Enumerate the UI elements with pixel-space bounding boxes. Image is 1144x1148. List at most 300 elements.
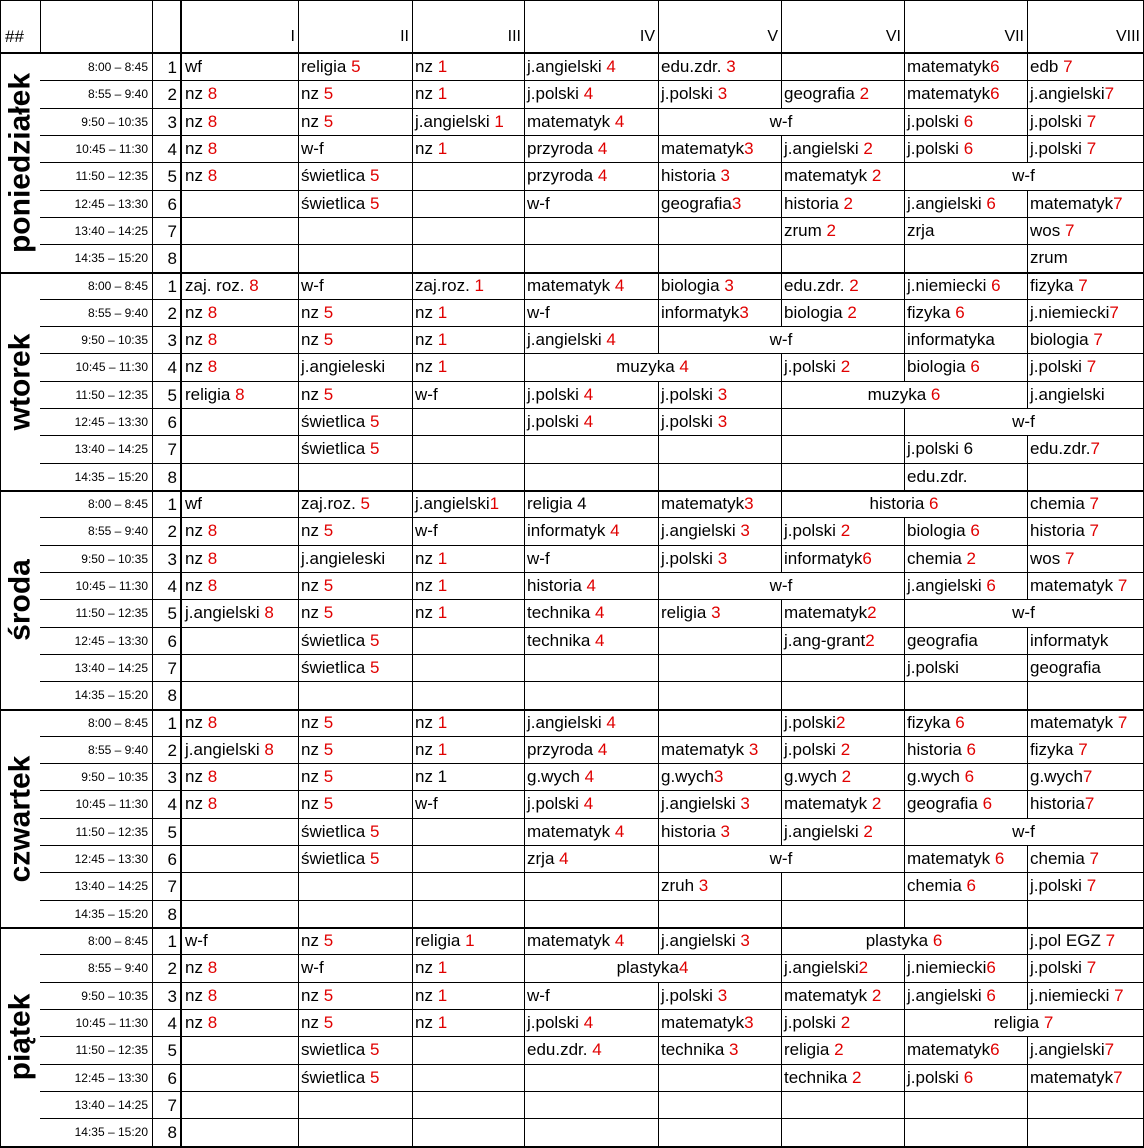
lesson-cell (524, 191, 658, 218)
subject-text: nz (301, 985, 324, 1005)
room-number: 7 (1117, 575, 1128, 595)
time-slot: 12:45 – 13:30 (74, 633, 148, 648)
lesson-cell (412, 354, 524, 381)
lesson-cell (904, 81, 1027, 108)
lesson-cell (182, 1037, 298, 1064)
lesson-cell (904, 764, 1027, 791)
subject-text: w-f (301, 958, 324, 978)
room-number: 5 (323, 111, 334, 131)
lesson-number: 3 (167, 112, 177, 132)
lesson-cell (182, 300, 298, 327)
subject-text: j.polski (661, 412, 718, 431)
lesson-cell (298, 955, 412, 982)
subject-text: nz (415, 357, 438, 377)
room-number: 1 (489, 494, 500, 513)
room-number: 3 (744, 494, 754, 513)
subject-text: g.wych (907, 767, 965, 787)
subject-text: j.angielski (527, 712, 607, 732)
lesson-cell (412, 491, 524, 518)
room-number: 5 (323, 84, 334, 104)
time-slot: 13:40 – 14:25 (74, 1097, 148, 1112)
subject-text: nz (185, 330, 208, 350)
room-number: 7 (1086, 138, 1097, 158)
subject-text: zaj.roz. (301, 494, 361, 513)
room-number: 5 (323, 575, 334, 595)
lesson-cell (298, 136, 412, 163)
lesson-cell (904, 1010, 1143, 1037)
lesson-number: 2 (167, 740, 177, 760)
subject-text: edb (1030, 57, 1064, 76)
lesson-cell (658, 1119, 781, 1146)
lesson-number: 1 (167, 932, 177, 951)
subject-text: j.polski (1030, 357, 1087, 377)
room-number: 1 (474, 275, 484, 295)
lesson-cell (658, 436, 781, 463)
lesson-cell (182, 846, 298, 873)
room-number: 5 (323, 767, 334, 787)
lesson-cell (904, 955, 1027, 982)
subject-text: matematyk (527, 931, 615, 950)
lesson-cell (1027, 791, 1143, 818)
subject-text: religia (301, 57, 352, 76)
lesson-number: 4 (167, 1013, 177, 1033)
room-number: 5 (369, 193, 380, 213)
lesson-cell (1027, 737, 1143, 764)
subject-text: w-f (415, 384, 438, 404)
subject-text: edu.zdr. (784, 275, 850, 295)
lesson-cell (1027, 1037, 1143, 1064)
subject-text: w-f (769, 849, 793, 868)
subject-text: nz (301, 1012, 324, 1032)
lesson-cell (182, 273, 298, 300)
lesson-cell (412, 628, 524, 655)
lesson-cell (1027, 300, 1143, 327)
lesson-cell (524, 764, 658, 791)
lesson-cell (1027, 245, 1143, 272)
grid-line (904, 0, 905, 52)
subject-text: matematyk (661, 1012, 745, 1032)
subject-text: w-f (1012, 603, 1035, 623)
lesson-cell (658, 628, 781, 655)
time-slot: 10:45 – 11:30 (75, 797, 148, 812)
subject-text: geografia (784, 84, 860, 104)
room-number: 4 (595, 603, 605, 623)
lesson-cell (412, 546, 524, 573)
subject-text: j.polski (527, 794, 584, 814)
lesson-cell (904, 846, 1027, 873)
room-number: 8 (207, 767, 218, 787)
subject-text: nz (301, 575, 324, 595)
lesson-cell (904, 901, 1027, 928)
class-header: IV (639, 28, 655, 45)
room-number: 7 (1114, 985, 1124, 1005)
subject-text: j.polski (527, 84, 584, 104)
subject-text: nz (415, 330, 438, 350)
day-label: środa (3, 559, 36, 642)
lesson-cell (182, 737, 298, 764)
room-number: 6 (929, 494, 939, 513)
subject-text: w-f (527, 193, 550, 213)
lesson-cell (524, 846, 658, 873)
room-number: 2 (966, 548, 976, 568)
lesson-cell (904, 1119, 1027, 1146)
lesson-cell (1027, 491, 1143, 518)
subject-text: wf (185, 57, 202, 76)
lesson-cell (298, 81, 412, 108)
subject-text: informatyka (907, 330, 995, 350)
subject-text: matematyk (527, 111, 615, 131)
lesson-cell (781, 245, 904, 272)
room-number: 3 (717, 985, 728, 1005)
room-number: 8 (207, 575, 218, 595)
subject-text: historia (1030, 521, 1090, 541)
lesson-cell (524, 1119, 658, 1146)
corner-label: ## (5, 27, 24, 46)
room-number: 5 (369, 657, 380, 677)
lesson-cell (1027, 191, 1143, 218)
room-number: 3 (720, 166, 730, 186)
subject-text: matematyk (1030, 1067, 1114, 1087)
lesson-cell (182, 1010, 298, 1037)
time-slot: 10:45 – 11:30 (75, 141, 148, 156)
lesson-cell (412, 1010, 524, 1037)
subject-text: j.niemiecki (1030, 302, 1110, 322)
lesson-cell (904, 737, 1027, 764)
lesson-cell (298, 518, 412, 545)
room-number: 2 (863, 138, 873, 158)
lesson-cell (412, 300, 524, 327)
subject-text: nz (301, 384, 324, 404)
room-number: 6 (930, 384, 941, 404)
subject-text: chemia (907, 876, 967, 896)
lesson-cell (412, 81, 524, 108)
room-number: 1 (437, 1012, 448, 1032)
lesson-cell (904, 791, 1027, 818)
room-number: 2 (849, 275, 859, 295)
lesson-cell (298, 1119, 412, 1146)
subject-text: zrja (907, 220, 935, 240)
lesson-cell (524, 737, 658, 764)
lesson-cell (182, 1065, 298, 1092)
time-slot: 11:50 – 12:35 (75, 824, 148, 839)
subject-text: technika (527, 630, 596, 650)
time-slot: 8:00 – 8:45 (87, 60, 148, 74)
lesson-cell (781, 1119, 904, 1146)
subject-text: j.angielski (661, 931, 741, 950)
lesson-cell (904, 710, 1027, 737)
subject-text: nz (185, 548, 208, 568)
lesson-cell (1027, 1065, 1143, 1092)
grid-line (781, 0, 782, 52)
room-number: 8 (207, 521, 218, 541)
subject-text: j.angielski (185, 739, 265, 759)
room-number: 5 (369, 166, 380, 186)
lesson-cell (904, 464, 1027, 491)
room-number: 7 (1082, 767, 1093, 787)
subject-text: w-f (527, 985, 550, 1005)
lesson-cell (298, 628, 412, 655)
lesson-number: 3 (167, 549, 177, 569)
room-number: 1 (437, 84, 448, 104)
lesson-cell (412, 737, 524, 764)
lesson-cell (182, 191, 298, 218)
room-number: 2 (865, 630, 875, 650)
subject-text: nz (415, 302, 438, 322)
lesson-cell (412, 191, 524, 218)
lesson-cell (904, 436, 1027, 463)
lesson-cell (182, 81, 298, 108)
lesson-number: 8 (167, 904, 177, 924)
subject-text: religia (185, 384, 236, 404)
lesson-cell (1027, 436, 1143, 463)
lesson-number: 6 (167, 850, 177, 869)
lesson-cell (781, 819, 904, 846)
room-number: 1 (465, 931, 475, 950)
room-number: 4 (586, 575, 596, 595)
lesson-number: 8 (167, 467, 177, 487)
lesson-cell (781, 737, 904, 764)
room-number: 2 (858, 958, 869, 978)
lesson-cell (412, 764, 524, 791)
room-number: 7 (1084, 794, 1095, 814)
lesson-cell (298, 600, 412, 627)
subject-text: w-f (769, 111, 793, 131)
lesson-cell (1027, 628, 1143, 655)
room-number: 5 (323, 330, 334, 350)
room-number: 4 (614, 821, 625, 841)
room-number: 3 (744, 138, 754, 158)
lesson-cell (1027, 81, 1143, 108)
lesson-cell (904, 682, 1027, 709)
subject-text: plastyka (865, 931, 933, 950)
lesson-cell (182, 409, 298, 436)
lesson-cell (658, 54, 781, 81)
room-number: 1 (437, 548, 448, 568)
lesson-cell (658, 710, 781, 737)
lesson-cell (298, 464, 412, 491)
time-slot: 8:00 – 8:45 (87, 934, 148, 948)
lesson-cell (658, 901, 781, 928)
lesson-cell (412, 163, 524, 190)
subject-text: nz (301, 739, 324, 759)
grid-line (412, 0, 413, 52)
subject-text: zrum (1030, 248, 1068, 268)
subject-text: j.ang-grant (784, 630, 866, 650)
lesson-cell (658, 464, 781, 491)
subject-text: j.polski (661, 548, 718, 568)
lesson-cell (904, 218, 1027, 245)
room-number: 4 (597, 138, 608, 158)
room-number: 7 (1113, 193, 1123, 213)
subject-text: g.wych (527, 767, 585, 787)
subject-text: j.angielski (527, 57, 607, 76)
room-number: 8 (207, 302, 218, 322)
class-header: I (290, 28, 295, 45)
lesson-cell (412, 218, 524, 245)
subject-text: j.angieleski (301, 357, 386, 377)
lesson-cell (182, 491, 298, 518)
time-slot: 8:00 – 8:45 (87, 497, 148, 511)
subject-text: matematyk (907, 84, 991, 104)
room-number: 1 (494, 111, 504, 131)
lesson-cell (904, 245, 1027, 272)
subject-text: nz (301, 931, 324, 950)
lesson-cell (1027, 382, 1143, 409)
lesson-cell (524, 791, 658, 818)
subject-text: zaj.roz. (415, 275, 475, 295)
time-slot: 12:45 – 13:30 (74, 1070, 148, 1085)
lesson-cell (412, 1092, 524, 1119)
room-number: 8 (207, 166, 218, 186)
subject-text: historia (661, 166, 721, 186)
lesson-cell (412, 273, 524, 300)
day-label: piątek (3, 993, 36, 1081)
lesson-cell (524, 710, 658, 737)
lesson-cell (904, 191, 1027, 218)
subject-text: matematyk (907, 1040, 991, 1060)
subject-text: nz (415, 1012, 438, 1032)
lesson-cell (412, 846, 524, 873)
room-number: 1 (437, 739, 448, 759)
room-number: 5 (323, 712, 334, 732)
lesson-cell (781, 1092, 904, 1119)
subject-text: nz (301, 712, 324, 732)
room-number: 7 (1104, 84, 1115, 104)
class-header: II (400, 28, 409, 45)
lesson-cell (658, 655, 781, 682)
class-header: VIII (1115, 28, 1140, 45)
lesson-cell (524, 1065, 658, 1092)
subject-text: w-f (527, 302, 550, 322)
lesson-cell (412, 928, 524, 955)
lesson-cell (781, 791, 904, 818)
lesson-cell (182, 354, 298, 381)
lesson-cell (298, 354, 412, 381)
room-number: 7 (1086, 111, 1097, 131)
lesson-cell (298, 901, 412, 928)
subject-text: fizyka (1030, 739, 1079, 759)
room-number: 6 (986, 575, 996, 595)
lesson-cell (412, 791, 524, 818)
room-number: 3 (731, 193, 742, 213)
lesson-cell (781, 655, 904, 682)
subject-text: przyroda (527, 166, 598, 186)
lesson-cell (524, 300, 658, 327)
lesson-cell (182, 1092, 298, 1119)
room-number: 4 (606, 57, 616, 76)
lesson-cell (658, 136, 781, 163)
lesson-cell (412, 109, 524, 136)
lesson-cell (781, 682, 904, 709)
room-number: 6 (986, 193, 996, 213)
subject-text: matematyk (907, 57, 991, 76)
time-slot: 13:40 – 14:25 (74, 223, 148, 238)
lesson-cell (182, 628, 298, 655)
subject-text: biologia (907, 357, 971, 377)
subject-text: w-f (415, 794, 438, 814)
room-number: 6 (970, 521, 980, 541)
lesson-number: 4 (167, 358, 177, 378)
lesson-cell (658, 1037, 781, 1064)
room-number: 8 (207, 712, 218, 732)
lesson-cell (658, 764, 781, 791)
time-slot: 14:35 – 15:20 (74, 1125, 148, 1140)
subject-text: fizyka (907, 302, 956, 322)
lesson-cell (412, 245, 524, 272)
lesson-cell (298, 983, 412, 1010)
grid-line (1027, 0, 1028, 52)
subject-text: w-f (301, 138, 324, 158)
subject-text: przyroda (527, 138, 598, 158)
room-number: 8 (249, 275, 259, 295)
lesson-cell (182, 764, 298, 791)
subject-text: j.angielski (907, 575, 987, 595)
time-slot: 9:50 – 10:35 (81, 114, 148, 129)
lesson-cell (1027, 546, 1143, 573)
subject-text: edu.zdr. (1030, 439, 1091, 459)
subject-text: świetlica (301, 412, 370, 431)
lesson-number: 2 (167, 959, 177, 979)
lesson-cell (781, 300, 904, 327)
room-number: 5 (369, 1067, 380, 1087)
room-number: 4 (595, 630, 605, 650)
time-slot: 8:55 – 9:40 (87, 742, 148, 757)
lesson-cell (298, 682, 412, 709)
subject-text: matematyk (661, 138, 745, 158)
room-number: 7 (1105, 931, 1116, 950)
room-number: 6 (966, 739, 976, 759)
lesson-number: 6 (167, 631, 177, 651)
room-number: 2 (871, 166, 882, 186)
room-number: 3 (711, 603, 721, 623)
subject-text: wf (185, 494, 202, 513)
lesson-number: 7 (167, 440, 177, 460)
lesson-cell (781, 464, 904, 491)
lesson-cell (781, 928, 1027, 955)
lesson-cell (298, 573, 412, 600)
lesson-cell (298, 382, 412, 409)
room-number: 2 (867, 603, 877, 623)
lesson-cell (781, 983, 904, 1010)
lesson-cell (781, 764, 904, 791)
room-number: 3 (717, 548, 728, 568)
room-number: 8 (264, 739, 274, 759)
subject-text: matematyk (1030, 193, 1114, 213)
lesson-cell (904, 600, 1143, 627)
lesson-cell (1027, 955, 1143, 982)
lesson-number: 7 (167, 221, 177, 241)
lesson-cell (658, 600, 781, 627)
time-slot: 11:50 – 12:35 (75, 387, 148, 402)
room-number: 6 (932, 931, 943, 950)
subject-text: j.polski 6 (907, 439, 974, 459)
lesson-cell (298, 300, 412, 327)
lesson-cell (904, 1092, 1027, 1119)
room-number: 7 (1063, 57, 1073, 76)
room-number: 7 (1064, 220, 1075, 240)
room-number: 8 (207, 111, 218, 131)
time-slot: 14:35 – 15:20 (74, 688, 148, 703)
lesson-cell (781, 710, 904, 737)
day-label: poniedziałek (3, 73, 36, 254)
subject-text: religia (661, 603, 712, 623)
subject-text: w-f (1012, 166, 1035, 186)
lesson-cell (658, 1092, 781, 1119)
time-slot: 14:35 – 15:20 (74, 469, 148, 484)
subject-text: nz (185, 111, 208, 131)
subject-text: nz (185, 575, 208, 595)
grid-line (524, 0, 525, 52)
